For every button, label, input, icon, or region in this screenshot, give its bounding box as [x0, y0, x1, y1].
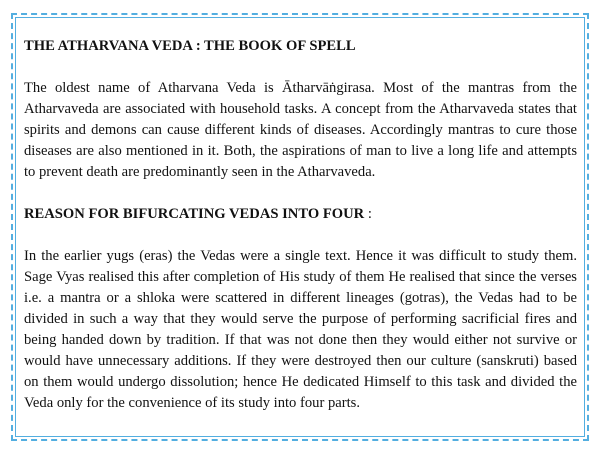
document-content [24, 36, 577, 414]
spacer [24, 183, 577, 204]
paragraph-bifurcating-vedas: In the earlier yugs (eras) the Vedas were a single text. Hence it was difficult to study them. Sage Vyas realised this after completion of His study of them He realised that since the verses i.e. a mantra or a shloka were scattered in different lineages (gotras), the Vedas had to be divided in such a way that they would serve the purpose of performing sacrificial fires and being handed down by tradition. If that was not done then they would either not survive or would have unnecessary additions. If they were destroyed then our culture (sanskruti) based on them would undergo dissolution; hence He dedicated Himself to this task and divided the Veda only for the convenience of its study into four parts. [24, 248, 577, 411]
section-heading-text: THE ATHARVANA VEDA : THE BOOK OF SPELL [24, 38, 356, 54]
section-heading-atharvana-veda [24, 36, 577, 57]
spacer [24, 225, 577, 246]
section-heading-colon: : [364, 206, 372, 222]
spacer [24, 57, 577, 78]
section-heading-bifurcating-vedas [24, 204, 577, 225]
paragraph-atharvana-veda: The oldest name of Atharvana Veda is Ātharvāṅgirasa. Most of the mantras from the Atharvaveda are associated with household tasks. A concept from the Atharvaveda states that spirits and demons can cause different kinds of diseases. Accordingly mantras to cure those diseases are also mentioned in it. Both, the aspirations of man to live a long life and attempts to prevent death are predominantly seen in the Atharvaveda. [24, 80, 577, 180]
section-heading-text: REASON FOR BIFURCATING VEDAS INTO FOUR [24, 206, 365, 222]
